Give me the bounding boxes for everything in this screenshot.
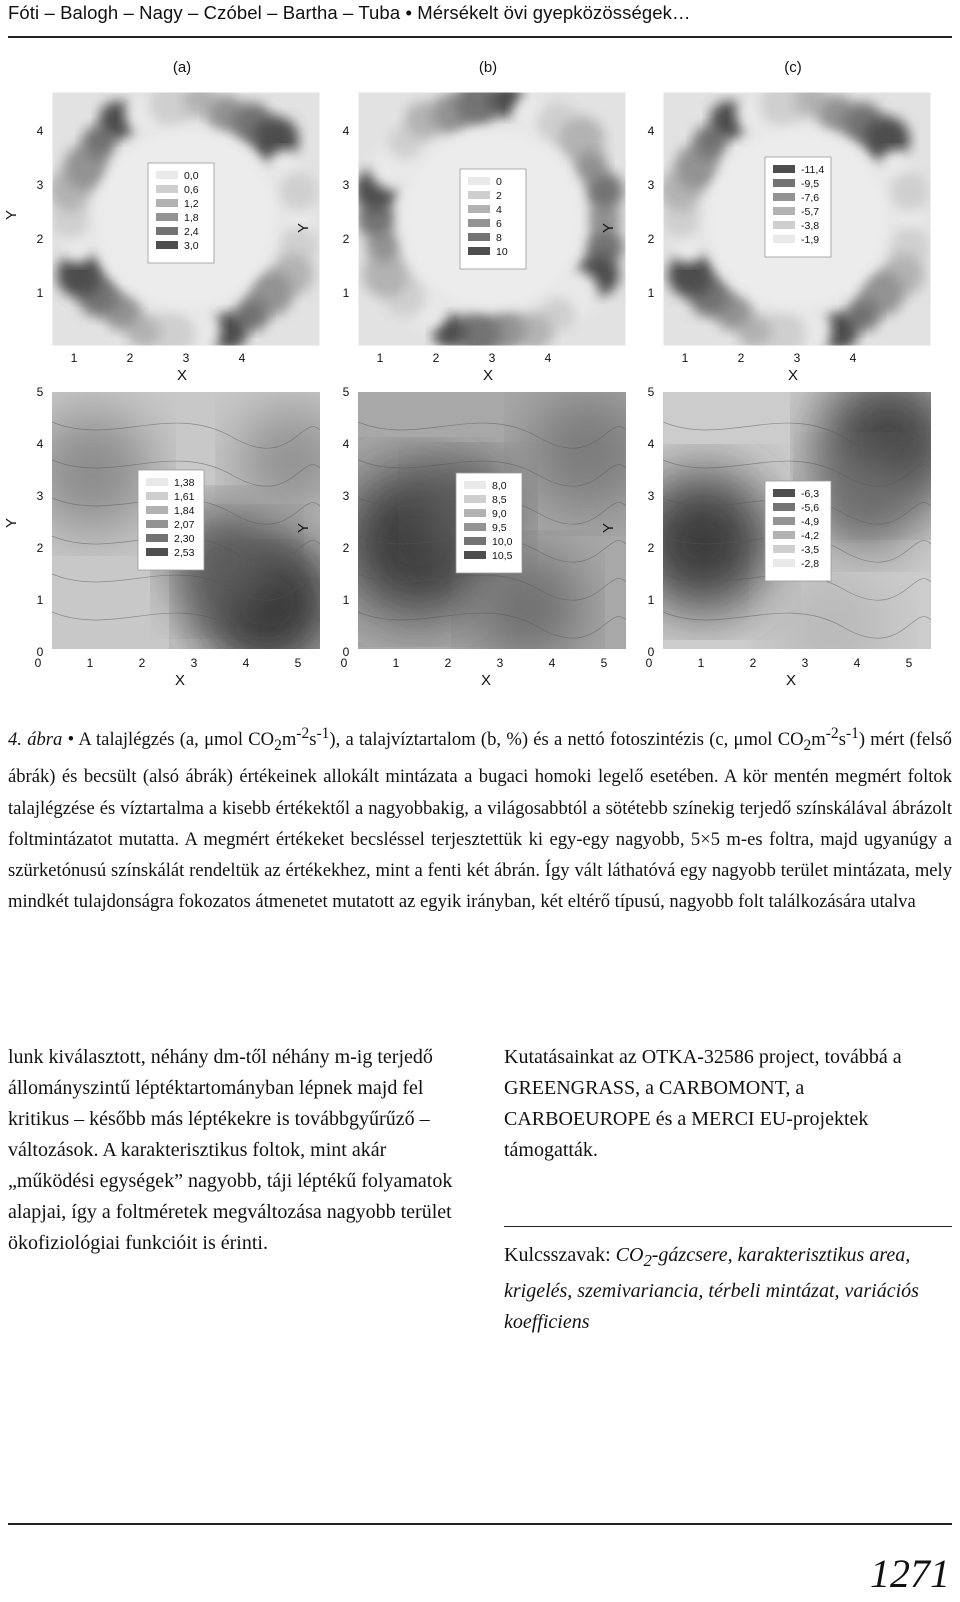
x-tick-bottom: 1: [697, 656, 705, 670]
legend-label: 1,38: [174, 477, 195, 489]
legend-swatch: [773, 559, 795, 567]
legend-swatch: [464, 523, 486, 531]
x-tick-top: 1: [70, 351, 78, 365]
legend-swatch: [464, 551, 486, 559]
legend-bottom-1: [456, 473, 522, 573]
y-tick-bottom: 3: [342, 489, 350, 503]
legend-swatch: [773, 489, 795, 497]
x-tick-bottom: 0: [645, 656, 653, 670]
legend-swatch: [146, 492, 168, 500]
legend-label: -11,4: [801, 164, 825, 176]
y-tick-bottom: 5: [36, 385, 44, 399]
legend-swatch: [773, 531, 795, 539]
x-tick-top: 3: [182, 351, 190, 365]
x-tick-top: 2: [737, 351, 745, 365]
left-column-text: lunk kiválasztott, néhány dm-től néhány m-ig terjedő állományszintű léptéktartományban lépnek majd fel kritikus – később más léptékekre is továbbgyűrűző – változások. A karakterisztikus foltok, mint akár „működési egységek” nagyobb, táji léptékű folyamatok alapjai, így a foltméretek megváltozása nagyobb terület ökofiziológiai funkcióit is érinti.: [8, 1046, 453, 1254]
y-tick-top: 1: [342, 286, 350, 300]
x-tick-bottom: 2: [138, 656, 146, 670]
legend-label: 10,0: [492, 536, 513, 548]
x-tick-bottom: 1: [86, 656, 94, 670]
legend-swatch: [146, 520, 168, 528]
legend-swatch: [146, 534, 168, 542]
y-tick-bottom: 1: [36, 593, 44, 607]
x-tick-top: 1: [376, 351, 384, 365]
y-tick-bottom: 2: [36, 541, 44, 555]
legend-top-0: [148, 163, 214, 263]
y-tick-top: 3: [342, 178, 350, 192]
x-axis-title-top: X: [482, 367, 494, 384]
x-tick-bottom: 0: [340, 656, 348, 670]
x-tick-top: 2: [126, 351, 134, 365]
keywords-label: Kulcsszavak:: [504, 1244, 611, 1266]
legend-swatch: [464, 537, 486, 545]
y-tick-bottom: 2: [647, 541, 655, 555]
legend-swatch: [773, 207, 795, 215]
x-tick-bottom: 5: [294, 656, 302, 670]
running-header: Fóti – Balogh – Nagy – Czóbel – Bartha – Tuba • Mérsékelt övi gyepközösségek…: [8, 2, 691, 23]
legend-label: -2,8: [801, 558, 820, 570]
caption-text-4: ), a talajvíztartalom (b, %) és a nettó fotoszintézis (c, μmol CO: [329, 729, 804, 751]
legend-swatch: [146, 478, 168, 486]
legend-label: 10,5: [492, 550, 513, 562]
y-tick-bottom: 4: [342, 437, 350, 451]
legend-label: 2,4: [184, 226, 199, 238]
x-tick-bottom: 4: [853, 656, 861, 670]
y-axis-title-bottom: Y: [3, 517, 20, 529]
legend-swatch: [156, 185, 178, 193]
caption-sup-3: -2: [825, 725, 839, 742]
legend-label: 8,0: [492, 480, 507, 492]
y-tick-bottom: 2: [342, 541, 350, 555]
y-tick-top: 1: [36, 286, 44, 300]
y-tick-bottom: 3: [36, 489, 44, 503]
panel-label-1: (b): [478, 59, 498, 76]
caption-sup-4: -1: [845, 725, 859, 742]
keywords-text: -gázcsere, karakterisztikus area, krigelés, szemivariancia, térbeli mintázat, variációs koefficiens: [504, 1244, 919, 1333]
y-tick-top: 2: [647, 232, 655, 246]
caption-text-6: s: [838, 729, 846, 751]
legend-label: 4: [496, 204, 502, 216]
x-tick-bottom: 5: [905, 656, 913, 670]
x-axis-title-top: X: [787, 367, 799, 384]
legend-swatch: [146, 506, 168, 514]
legend-swatch: [468, 247, 490, 255]
caption-text-3: s: [309, 729, 317, 751]
legend-label: -4,2: [801, 530, 820, 542]
panel-label-2: (c): [784, 59, 802, 76]
y-tick-top: 4: [647, 124, 655, 138]
ring-patch: [586, 172, 624, 210]
legend-label: 6: [496, 218, 502, 230]
y-tick-bottom: 1: [647, 593, 655, 607]
caption-sup-2: -1: [316, 725, 330, 742]
caption-sub-1: 2: [274, 736, 282, 754]
panel-label-0: (a): [172, 59, 192, 76]
x-tick-top: 2: [432, 351, 440, 365]
y-tick-top: 3: [647, 178, 655, 192]
x-tick-bottom: 0: [34, 656, 42, 670]
y-tick-bottom: 0: [342, 645, 350, 659]
legend-swatch: [156, 171, 178, 179]
x-tick-top: 3: [488, 351, 496, 365]
caption-text-5: m: [811, 729, 826, 751]
legend-label: 8: [496, 232, 502, 244]
legend-label: 0,0: [184, 170, 199, 182]
x-tick-bottom: 3: [496, 656, 504, 670]
y-tick-bottom: 5: [647, 385, 655, 399]
keywords-co: CO: [615, 1244, 644, 1266]
x-tick-bottom: 1: [392, 656, 400, 670]
y-tick-top: 1: [647, 286, 655, 300]
x-tick-top: 1: [681, 351, 689, 365]
keywords: [504, 1240, 952, 1338]
x-tick-bottom: 5: [600, 656, 608, 670]
legend-swatch: [468, 205, 490, 213]
legend-swatch: [773, 193, 795, 201]
y-tick-bottom: 0: [647, 645, 655, 659]
density-patch: [773, 567, 893, 687]
header-rule: [8, 36, 952, 38]
legend-swatch: [464, 509, 486, 517]
keywords-separator: [504, 1226, 952, 1227]
legend-swatch: [468, 191, 490, 199]
x-tick-top: 4: [238, 351, 246, 365]
caption-label: 4. ábra: [8, 729, 63, 751]
y-tick-top: 4: [342, 124, 350, 138]
legend-label: 9,5: [492, 522, 507, 534]
x-tick-bottom: 2: [444, 656, 452, 670]
legend-swatch: [773, 235, 795, 243]
legend-label: 1,8: [184, 212, 199, 224]
x-tick-bottom: 4: [548, 656, 556, 670]
figure-4: [0, 45, 960, 715]
legend-label: 0: [496, 176, 502, 188]
legend-swatch: [468, 233, 490, 241]
legend-label: -6,3: [801, 488, 820, 500]
legend-swatch: [464, 495, 486, 503]
x-tick-top: 4: [544, 351, 552, 365]
legend-label: -4,9: [801, 516, 820, 528]
legend-label: -9,5: [801, 178, 820, 190]
legend-label: 8,5: [492, 494, 507, 506]
y-axis-title-bottom: Y: [295, 522, 312, 534]
legend-swatch: [156, 241, 178, 249]
x-tick-top: 4: [849, 351, 857, 365]
y-tick-bottom: 5: [342, 385, 350, 399]
legend-swatch: [468, 219, 490, 227]
density-patch: [237, 407, 347, 517]
legend-swatch: [773, 545, 795, 553]
legend-label: 1,2: [184, 198, 199, 210]
x-tick-top: 3: [793, 351, 801, 365]
legend-label: 2: [496, 190, 502, 202]
footer-rule: [8, 1523, 952, 1525]
figure-caption: [8, 718, 952, 918]
legend-bottom-0: [138, 470, 204, 570]
y-tick-bottom: 3: [647, 489, 655, 503]
y-tick-top: 2: [342, 232, 350, 246]
x-axis-title-top: X: [176, 367, 188, 384]
legend-top-2: [765, 157, 831, 257]
legend-label: 0,6: [184, 184, 199, 196]
legend-label: 1,84: [174, 505, 195, 517]
legend-swatch: [773, 221, 795, 229]
x-axis-title-bottom: X: [785, 672, 797, 689]
legend-bottom-2: [765, 481, 831, 581]
legend-swatch: [773, 179, 795, 187]
caption-bullet: •: [67, 729, 75, 751]
y-tick-top: 4: [36, 124, 44, 138]
x-axis-title-bottom: X: [174, 672, 186, 689]
x-tick-bottom: 3: [190, 656, 198, 670]
legend-label: -5,6: [801, 502, 820, 514]
figure-4-maps: [0, 45, 960, 715]
legend-label: 2,30: [174, 533, 195, 545]
y-axis-title-bottom: Y: [600, 522, 617, 534]
y-tick-bottom: 4: [647, 437, 655, 451]
y-tick-bottom: 1: [342, 593, 350, 607]
legend-swatch: [146, 548, 168, 556]
page-number: 1271: [870, 1551, 950, 1596]
y-tick-bottom: 4: [36, 437, 44, 451]
legend-label: -5,7: [801, 206, 820, 218]
legend-top-1: [460, 169, 526, 269]
legend-swatch: [156, 227, 178, 235]
y-axis-title-top: Y: [3, 209, 20, 221]
legend-label: -3,8: [801, 220, 820, 232]
legend-label: 9,0: [492, 508, 507, 520]
legend-label: -1,9: [801, 234, 820, 246]
legend-swatch: [468, 177, 490, 185]
density-patch: [528, 392, 648, 512]
x-tick-bottom: 4: [242, 656, 250, 670]
caption-text-2: m: [281, 729, 297, 751]
y-axis-title-top: Y: [295, 222, 312, 234]
legend-swatch: [773, 503, 795, 511]
x-tick-bottom: 2: [749, 656, 757, 670]
y-axis-title-top: Y: [600, 222, 617, 234]
legend-swatch: [156, 199, 178, 207]
ring-patch: [891, 172, 929, 210]
legend-label: 2,53: [174, 547, 195, 559]
legend-label: 2,07: [174, 519, 195, 531]
legend-swatch: [773, 517, 795, 525]
legend-label: 3,0: [184, 240, 199, 252]
caption-text-7: ) mért (felső ábrák) és becsült (alsó ábrák) értékeinek allokált mintázata a bugaci homoki legelő esetében. A kör mentén megmért foltok talajlégzése és víztartalma a kisebb értékektől a nagyobbakig, a világosabbtól a sötétebb színekig terjedő színskálával ábrázolt foltmintázatot mutatta. A megmért értékeket becsléssel terjesztettük ki egy-egy nagyobb, 5×5 m-es foltra, majd ugyanúgy a szürketónusú színskálát rendeltük az értékekhez, mint a fenti két ábrán. Így vált láthatóvá egy nagyobb terület mintázata, mely mindkét tulajdonságra fokozatos átmenetet mutatott az egyik irányban, két eltérő típusú, nagyobb folt találkozására utalva: [8, 729, 952, 913]
legend-label: -3,5: [801, 544, 820, 556]
legend-swatch: [464, 481, 486, 489]
legend-label: -7,6: [801, 192, 820, 204]
caption-sub-2: 2: [803, 736, 812, 754]
y-tick-bottom: 0: [36, 645, 44, 659]
x-axis-title-bottom: X: [480, 672, 492, 689]
ring-patch: [280, 172, 318, 210]
y-tick-top: 3: [36, 178, 44, 192]
legend-swatch: [773, 165, 795, 173]
acknowledgements: Kutatásainkat az OTKA-32586 project, továbbá a GREENGRASS, a CARBOMONT, a CARBOEUROPE és a MERCI EU-projektek támogatták.: [504, 1046, 902, 1161]
caption-sup-1: -2: [296, 725, 310, 742]
keywords-sub: 2: [643, 1251, 652, 1270]
legend-label: 1,61: [174, 491, 195, 503]
y-tick-top: 2: [36, 232, 44, 246]
x-tick-bottom: 3: [801, 656, 809, 670]
caption-text-1: A talajlégzés (a, μmol CO: [78, 729, 275, 751]
legend-swatch: [156, 213, 178, 221]
legend-label: 10: [496, 246, 508, 258]
